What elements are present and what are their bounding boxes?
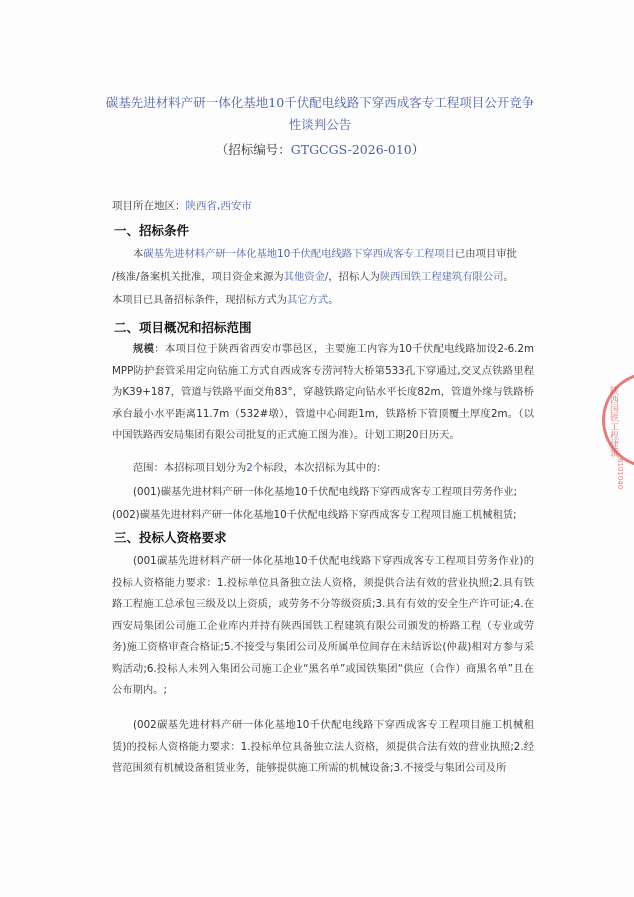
section-heading-2: 二、项目概况和招标范围 [114, 320, 252, 335]
text-run: ，招标人为 [328, 271, 380, 283]
seal-text: 陕西国铁工程建筑 [608, 386, 618, 458]
text-run: 本项目已具备招标条件，现招标方式为 [112, 294, 288, 306]
text-run: 本 [133, 248, 144, 260]
section-heading-1: 一、招标条件 [114, 223, 190, 238]
text-run: 个标段，本次招标为其中的： [252, 462, 387, 474]
lot-count: 2 [246, 462, 253, 474]
section-heading-3: 三、投标人资格要求 [114, 530, 227, 545]
scale-text: ：本项目位于陕西省西安市鄠邑区，主要施工内容为10千伏配电线路加设2-6.2m MPP防护套管采用定向钻施工方式自西成客专涝河特大桥第533孔下穿通过,交叉点铁路里程为K39+187，管道与铁路平面交角83°，穿越铁路定向钻水平长度82m，管道外缘与铁路桥承台最小水平距离11.7m（532#墩），管道中心间距1m，铁路桥下管顶覆土厚度2m。（以中国铁路西安局集团有限公司批复的正式施工图为准）。计划工期20日历天。 [112, 343, 534, 441]
conditions-line-1 [112, 245, 536, 260]
text-run: 范围：本招标项目划分为 [133, 462, 247, 474]
tenderer-name: 陕西国铁工程建筑有限公司 [379, 271, 504, 283]
red-seal-stamp [602, 372, 634, 468]
fund-source: 其他资金/ [283, 271, 329, 283]
location-value: 陕西省,西安市 [185, 200, 252, 212]
conditions-line-3 [112, 291, 536, 306]
tender-number-prefix: （招标编号： [215, 142, 291, 157]
tender-number-suffix: ） [411, 142, 425, 157]
project-name: 碳基先进材料产研一体化基地10千伏配电线路下穿西成客专工程项目 [143, 248, 456, 260]
scope-line [112, 459, 536, 474]
requirements-lot-002: (002碳基先进材料产研一体化基地10千伏配电线路下穿西成客专工程项目施工机械租赁)的投标人资格能力要求：1.投标单位具备独立法人资格，须提供合法有效的营业执照;2.经营范围须有机械设备租赁业务，能够提供施工所需的机械设备;3.不接受与集团公司及所 [112, 719, 534, 774]
text-run: 。 [328, 294, 339, 306]
conditions-line-2 [112, 268, 536, 283]
lot-002: (002)碳基先进材料产研一体化基地10千伏配电线路下穿西成客专工程项目施工机械租赁; [112, 509, 517, 521]
tender-method: 其它方式 [287, 294, 329, 306]
text-run: 已由项目审批 [455, 248, 517, 260]
requirements-lot-001: (001碳基先进材料产研一体化基地10千伏配电线路下穿西成客专工程项目劳务作业)的投标人资格能力要求：1.投标单位具备独立法人资格，须提供合法有效的营业执照;2.具有铁路工程施工总承包三级及以上资质，或劳务不分等级资质;3.具有有效的安全生产许可证;4.在西安局集团公司施工企业库内并持有陕西国铁工程建筑有限公司颁发的桥路工程（专业或劳务)施工资格审查合格证;5.不接受与集团公司及所属单位间存在未结诉讼(仲裁)相对方参与采购活动;6.投标人未列入集团公司施工企业“黑名单”或国铁集团“供应（合作）商黑名单”且在公布期内。; [112, 555, 534, 696]
project-location [112, 198, 252, 213]
tender-number [100, 140, 540, 158]
page-title: 碳基先进材料产研一体化基地10千伏配电线路下穿西成客专工程项目公开竞争性谈判公告 [105, 95, 535, 132]
text-run: 。 [503, 271, 514, 283]
tender-code: GTGCGS-2026-010 [290, 142, 412, 157]
scale-paragraph [112, 339, 534, 447]
seal-number: 6101040 [616, 458, 624, 490]
text-run: /核准/备案机关批准，项目资金来源为 [112, 271, 284, 283]
lot-001: (001)碳基先进材料产研一体化基地10千伏配电线路下穿西成客专工程项目劳务作业; [133, 486, 518, 498]
location-label: 项目所在地区： [112, 200, 186, 212]
scale-label: 规模 [133, 343, 155, 355]
